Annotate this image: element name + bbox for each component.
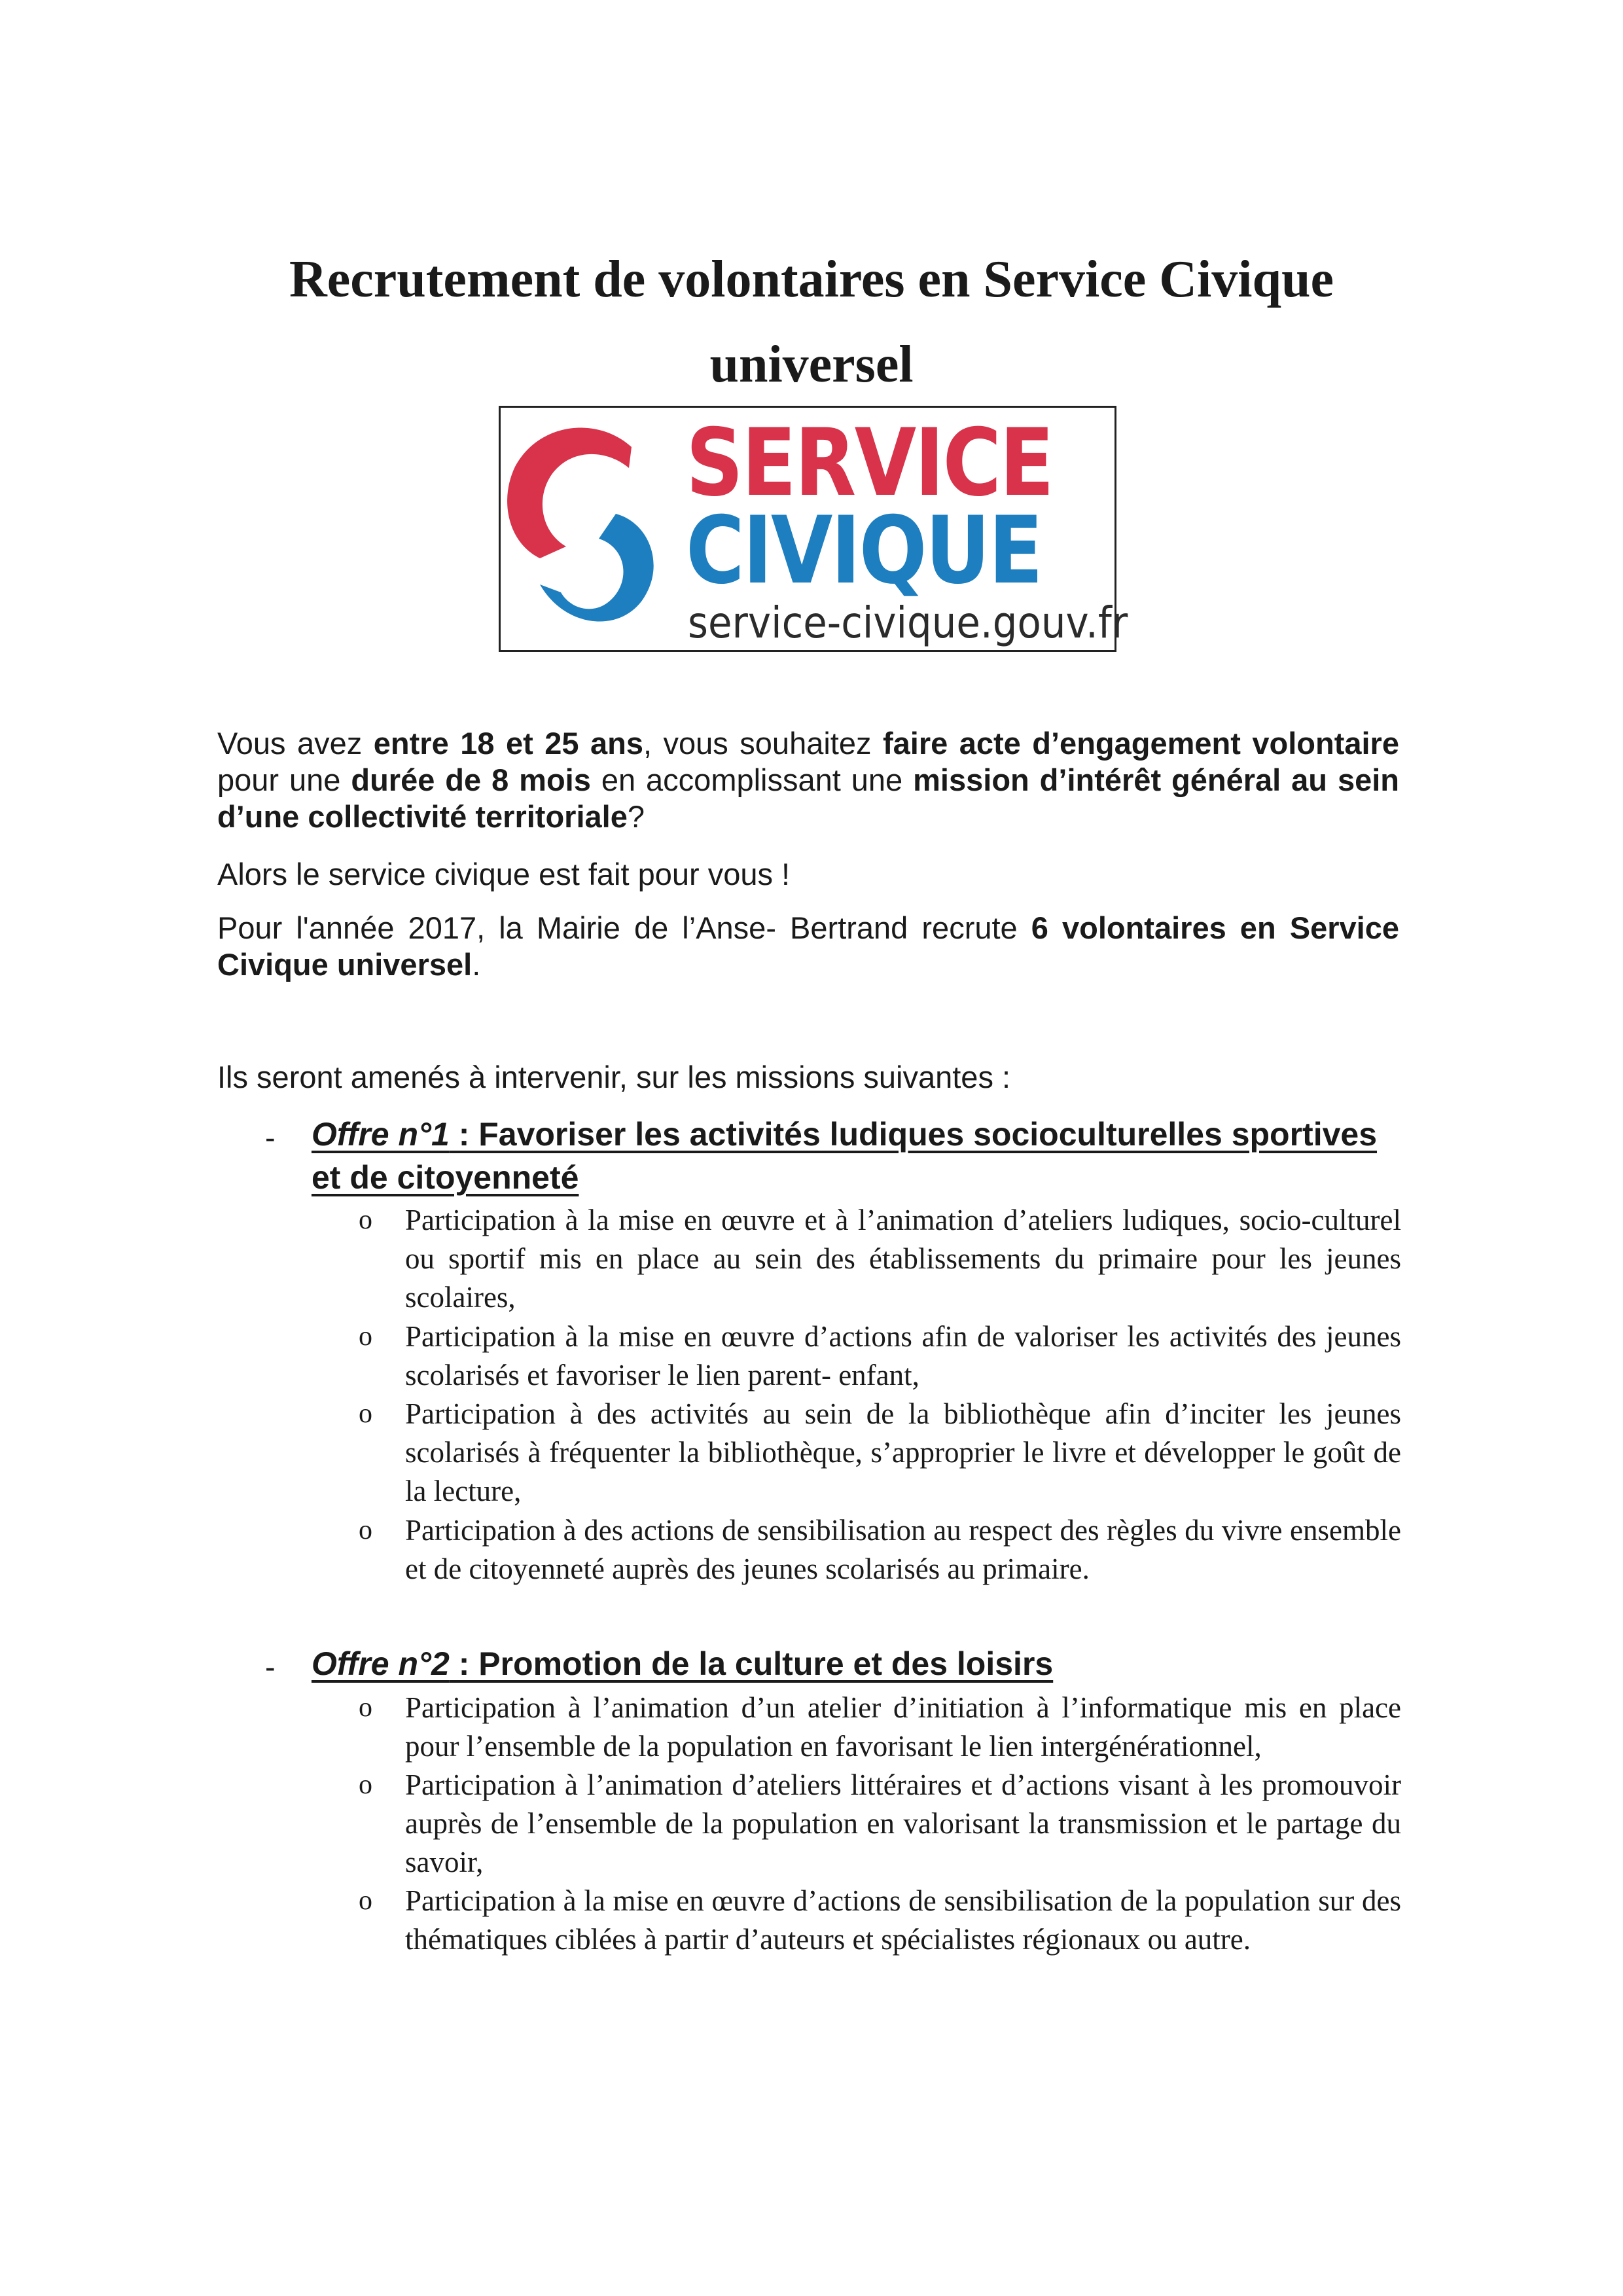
intro-duration: durée de 8 mois [351, 762, 591, 797]
bullet-circle-icon: o [359, 1886, 372, 1916]
offer-2-dash: - [265, 1649, 276, 1684]
intro-mission: mission d’intérêt général au sein d’une collectivité territoriale [217, 762, 1399, 834]
recruitment-text-1: Pour l'année 2017, la Mairie de l’Anse- Bertrand recrute [217, 910, 1031, 945]
offer-1-heading [312, 1113, 1391, 1199]
logo-word-service: SERVICE [686, 409, 1053, 517]
offer-2-item-text: Participation à l’animation d’ateliers littéraires et d’actions visant à les promouvoir auprès de l’ensemble de la population en valorisant la transmission et le partage du savoir, [405, 1768, 1401, 1878]
logo-url: service-civique.gouv.fr [688, 598, 1128, 648]
bullet-circle-icon: o [359, 1515, 372, 1545]
bullet-circle-icon: o [359, 1399, 372, 1429]
call-to-action-line: Alors le service civique est fait pour vous ! [217, 857, 791, 891]
intro-age-range: entre 18 et 25 ans [373, 726, 643, 761]
offer-1-item-text: Participation à des actions de sensibilisation au respect des règles du vivre ensemble et de citoyenneté auprès des jeunes scolarisés au primaire. [405, 1514, 1401, 1585]
offer-2-title: : Promotion de la culture et des loisirs [449, 1645, 1054, 1682]
logo-word-civique: CIVIQUE [686, 497, 1042, 605]
missions-intro: Ils seront amenés à intervenir, sur les missions suivantes : [217, 1060, 1011, 1094]
intro-text-2: , vous souhaitez [643, 726, 883, 761]
intro-text-4: en accomplissant une [590, 762, 914, 797]
intro-text-1: Vous avez [217, 726, 374, 761]
offer-2-item-text: Participation à l’animation d’un atelier d’initiation à l’informatique mis en place pour l’ensemble de la population en favorisant le lien intergénérationnel, [405, 1691, 1401, 1763]
recruitment-count: 6 volontaires en Service Civique universel [217, 910, 1399, 982]
offer-1-item-text: Participation à des activités au sein de la bibliothèque afin d’inciter les jeunes scolarisés à fréquenter la bibliothèque, s’approprier le livre et développer le goût de la lecture, [405, 1397, 1401, 1507]
bullet-circle-icon: o [359, 1205, 372, 1235]
offer-1-label: Offre n°1 [312, 1116, 450, 1153]
bullet-circle-icon: o [359, 1693, 372, 1723]
offer-2-label: Offre n°2 [312, 1645, 450, 1682]
intro-engagement: faire acte d’engagement volontaire [882, 726, 1399, 761]
offer-1-title: : Favoriser les activités ludiques socioculturelles sportives et de citoyenneté [312, 1116, 1378, 1196]
recruitment-text-2: . [472, 947, 481, 982]
bullet-circle-icon: o [359, 1770, 372, 1800]
bullet-circle-icon: o [359, 1321, 372, 1352]
intro-text-5: ? [627, 799, 645, 834]
title-line-1: Recrutement de volontaires en Service Civique [289, 251, 1334, 308]
offer-1-item-text: Participation à la mise en œuvre et à l’animation d’ateliers ludiques, socio-culturel ou sportif mis en place au sein des établissements du primaire pour les jeunes scolaires, [405, 1204, 1401, 1314]
intro-text-3: pour une [217, 762, 351, 797]
page-title [196, 237, 1427, 407]
service-civique-logo [499, 406, 1128, 652]
offer-1-dash: - [265, 1120, 276, 1155]
title-line-2: universel [709, 336, 914, 393]
recruitment-paragraph [217, 910, 1399, 983]
offer-2-heading [312, 1642, 1391, 1685]
offer-1-item-text: Participation à la mise en œuvre d’actions afin de valoriser les activités des jeunes scolarisés et favoriser le lien parent- enfant, [405, 1320, 1401, 1391]
offer-2-item-text: Participation à la mise en œuvre d’actions de sensibilisation de la population sur des thématiques ciblées à partir d’auteurs et spécialistes régionaux ou autre. [405, 1884, 1401, 1956]
intro-paragraph [217, 725, 1399, 835]
